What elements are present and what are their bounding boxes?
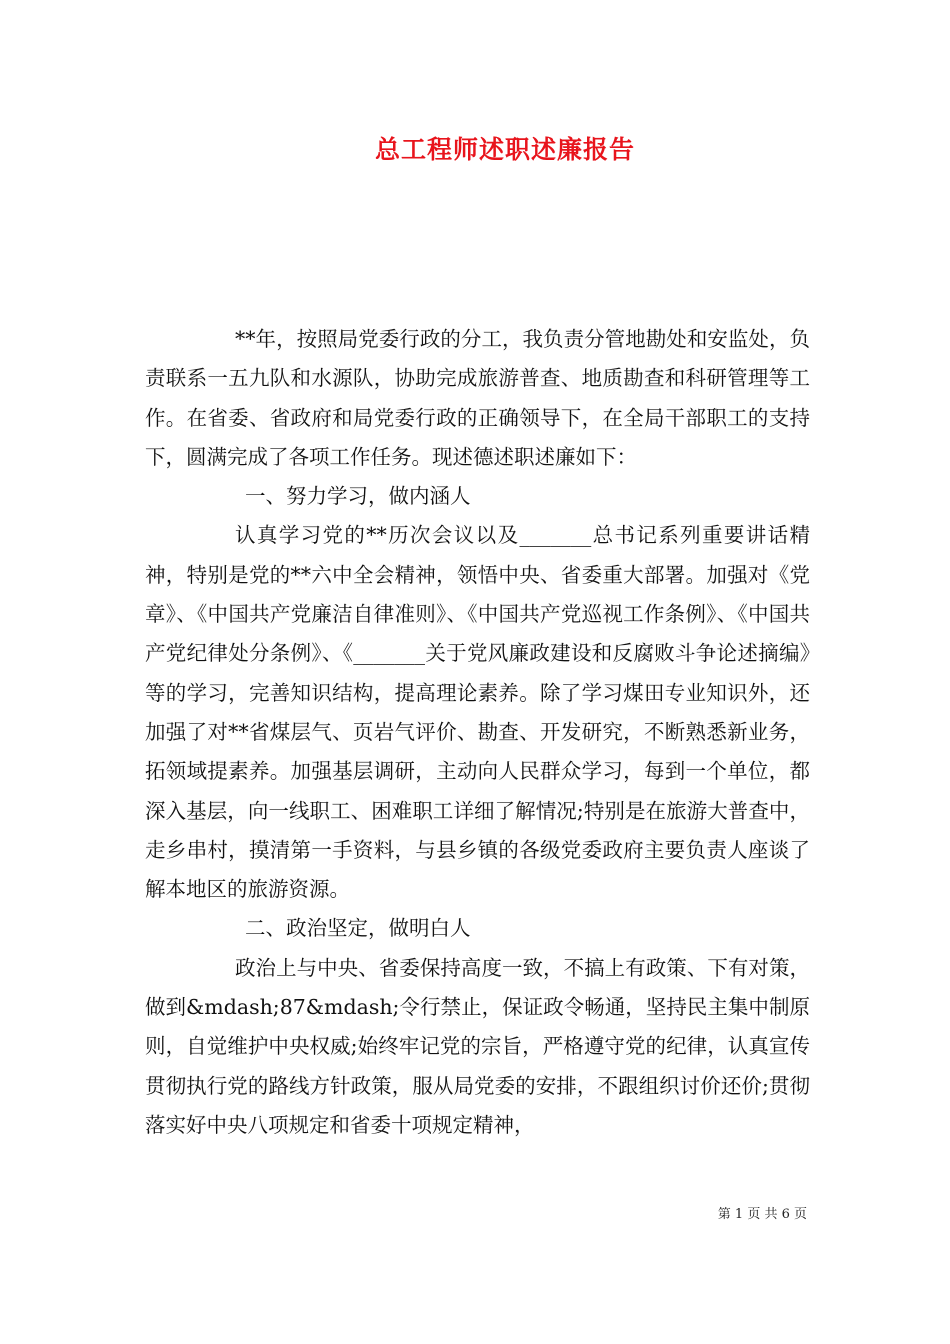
section-heading-2: 二、政治坚定，做明白人 — [245, 916, 471, 941]
page-number-footer: 第 1 页 共 6 页 — [717, 1207, 807, 1222]
document-title: 总工程师述职述廉报告 — [374, 135, 635, 164]
document-body — [145, 320, 810, 1145]
section-heading-1: 一、努力学习，做内涵人 — [245, 484, 471, 509]
section-2-paragraph: 政治上与中央、省委保持高度一致，不搞上有政策、下有对策，做到&mdash;87&mdash;令行禁止，保证政令畅通，坚持民主集中制原则，自觉维护中央权威;始终牢记党的宗旨，严格遵守党的纪律，认真宣传贯彻执行党的路线方针政策，服从局党委的安排，不跟组织讨价还价;贯彻落实好中央八项规定和省委十项规定精神， — [145, 955, 810, 1137]
intro-paragraph: **年，按照局党委行政的分工，我负责分管地勘处和安监处，负责联系一五九队和水源队，协助完成旅游普查、地质勘查和科研管理等工作。在省委、省政府和局党委行政的正确领导下，在全局干部职工的支持下，圆满完成了各项工作任务。现述德述职述廉如下： — [145, 327, 810, 469]
section-1-paragraph: 认真学习党的**历次会议以及_______总书记系列重要讲话精神，特别是党的**六中全会精神，领悟中央、省委重大部署。加强对《党章》、《中国共产党廉洁自律准则》、《中国共产党巡视工作条例》、《中国共产党纪律处分条例》、《_______关于党风廉政建设和反腐败斗争论述摘编》等的学习，完善知识结构，提高理论素养。除了学习煤田专业知识外，还加强了对**省煤层气、页岩气评价、勘查、开发研究，不断熟悉新业务，拓领域提素养。加强基层调研，主动向人民群众学习，每到一个单位，都深入基层，向一线职工、困难职工详细了解情况;特别是在旅游大普查中，走乡串村，摸清第一手资料，与县乡镇的各级党委政府主要负责人座谈了解本地区的旅游资源。 — [145, 523, 810, 902]
